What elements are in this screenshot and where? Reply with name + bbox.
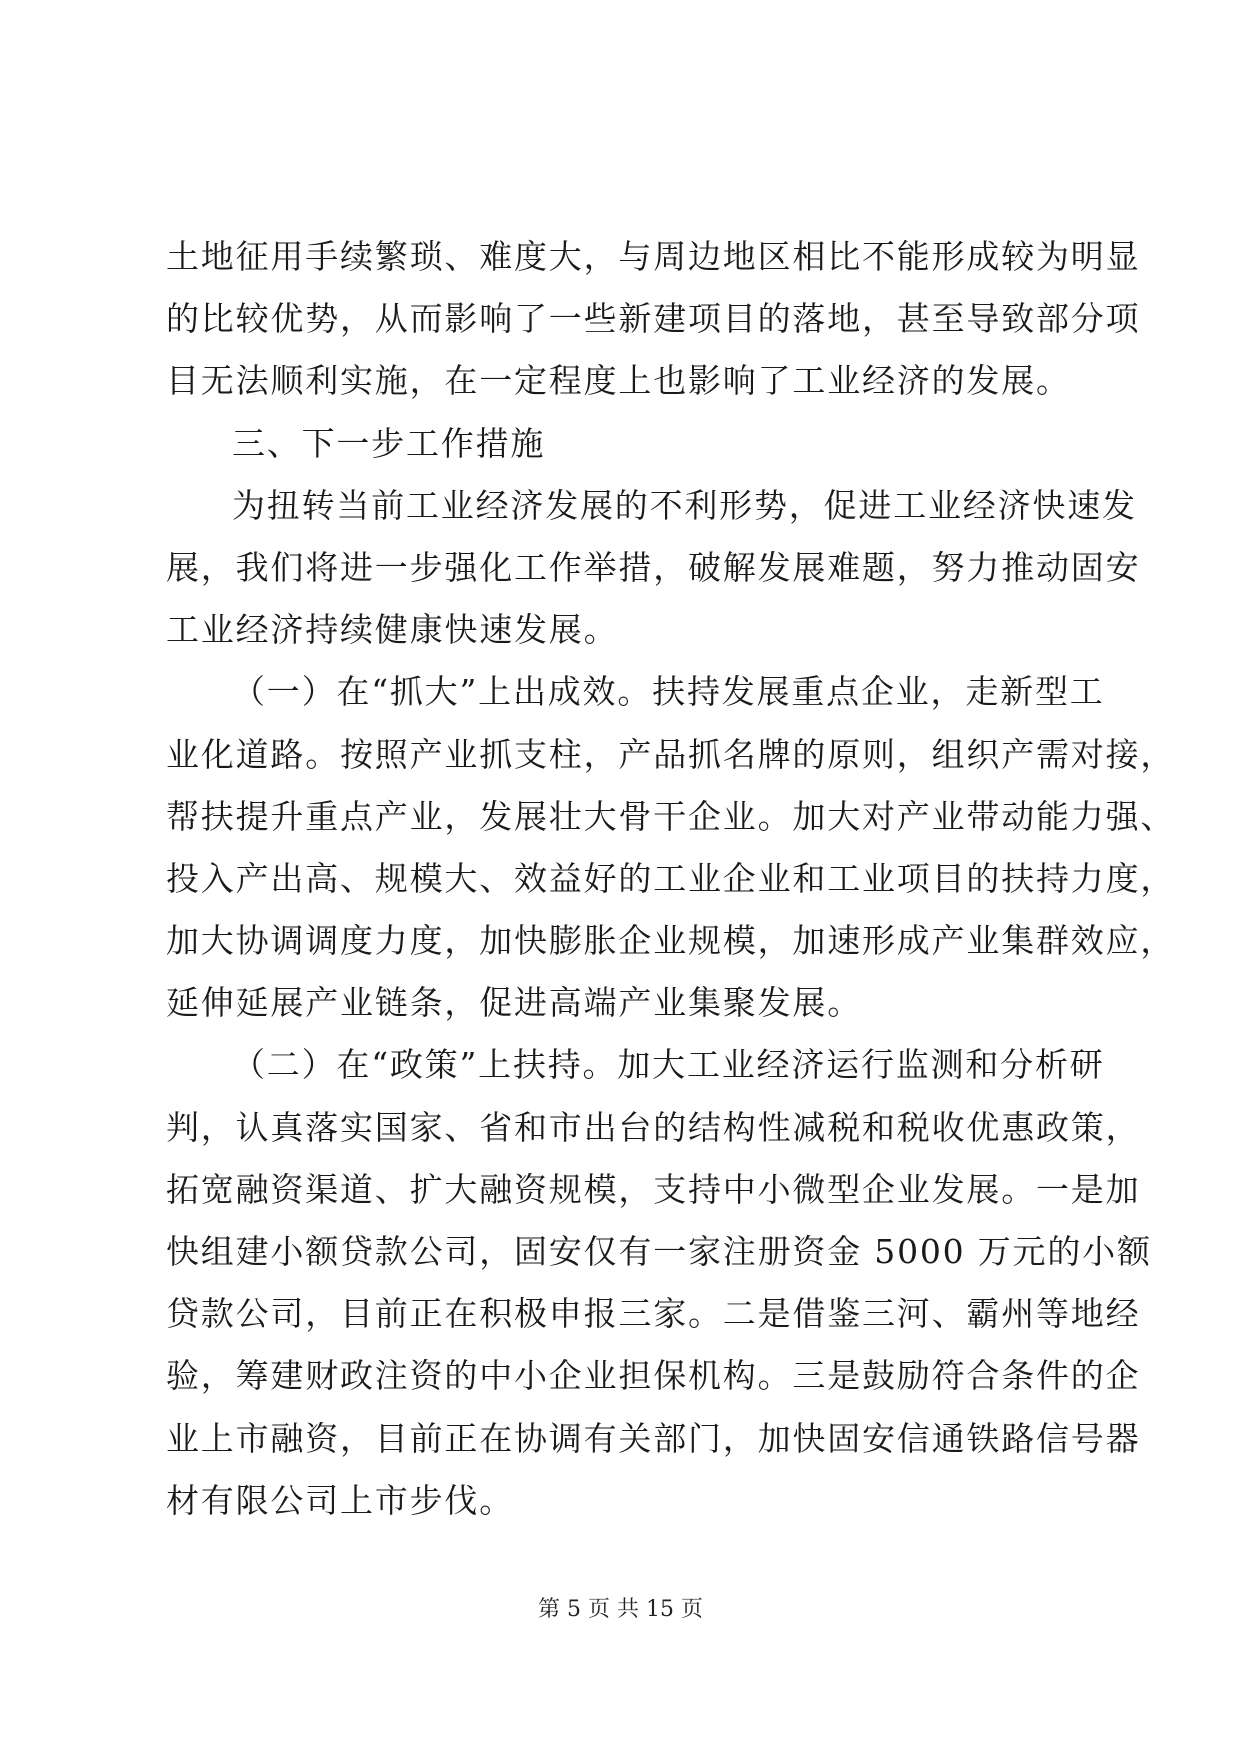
body-line: 土地征用手续繁琐、难度大，与周边地区相比不能形成较为明显 bbox=[166, 237, 1141, 276]
body-line: 业化道路。按照产业抓支柱，产品抓名牌的原则，组织产需对接， bbox=[166, 734, 1176, 774]
body-line: 帮扶提升重点产业，发展壮大骨干企业。加大对产业带动能力强、 bbox=[166, 796, 1176, 836]
body-line: 快组建小额贷款公司，固安仅有一家注册资金 5000 万元的小额 bbox=[166, 1232, 1152, 1271]
body-line: 展，我们将进一步强化工作举措，破解发展难题，努力推动固安 bbox=[166, 547, 1141, 587]
body-line: 目无法顺利实施，在一定程度上也影响了工业经济的发展。 bbox=[166, 361, 1071, 401]
body-line: 业上市融资，目前正在协调有关部门，加快固安信通铁路信号器 bbox=[166, 1418, 1141, 1458]
body-line: 的比较优势，从而影响了一些新建项目的落地，甚至导致部分项 bbox=[166, 299, 1141, 339]
body-line: 材有限公司上市步伐。 bbox=[166, 1480, 514, 1520]
paragraph-first-line: （二）在“政策”上扶持。加大工业经济运行监测和分析研 bbox=[232, 1045, 1105, 1085]
page-number: 第 5 页 共 15 页 bbox=[538, 1597, 703, 1622]
body-line: 投入产出高、规模大、效益好的工业企业和工业项目的扶持力度， bbox=[166, 858, 1176, 898]
body-line: 延伸延展产业链条，促进高端产业集聚发展。 bbox=[166, 983, 862, 1023]
body-line: 判，认真落实国家、省和市出台的结构性减税和税收优惠政策， bbox=[166, 1107, 1141, 1147]
body-line: 验，筹建财政注资的中小企业担保机构。三是鼓励符合条件的企 bbox=[166, 1356, 1141, 1396]
section-heading: 三、下一步工作措施 bbox=[232, 423, 546, 463]
paragraph-first-line: （一）在“抓大”上出成效。扶持发展重点企业，走新型工 bbox=[232, 672, 1105, 712]
body-line: 工业经济持续健康快速发展。 bbox=[166, 610, 619, 650]
body-line: 拓宽融资渠道、扩大融资规模，支持中小微型企业发展。一是加 bbox=[166, 1169, 1141, 1209]
document-body bbox=[166, 226, 1176, 1532]
body-line: 贷款公司，目前正在积极申报三家。二是借鉴三河、霸州等地经 bbox=[166, 1294, 1141, 1334]
body-line: 加大协调调度力度，加快膨胀企业规模，加速形成产业集群效应， bbox=[166, 921, 1176, 961]
paragraph-first-line: 为扭转当前工业经济发展的不利形势，促进工业经济快速发 bbox=[232, 485, 1137, 525]
